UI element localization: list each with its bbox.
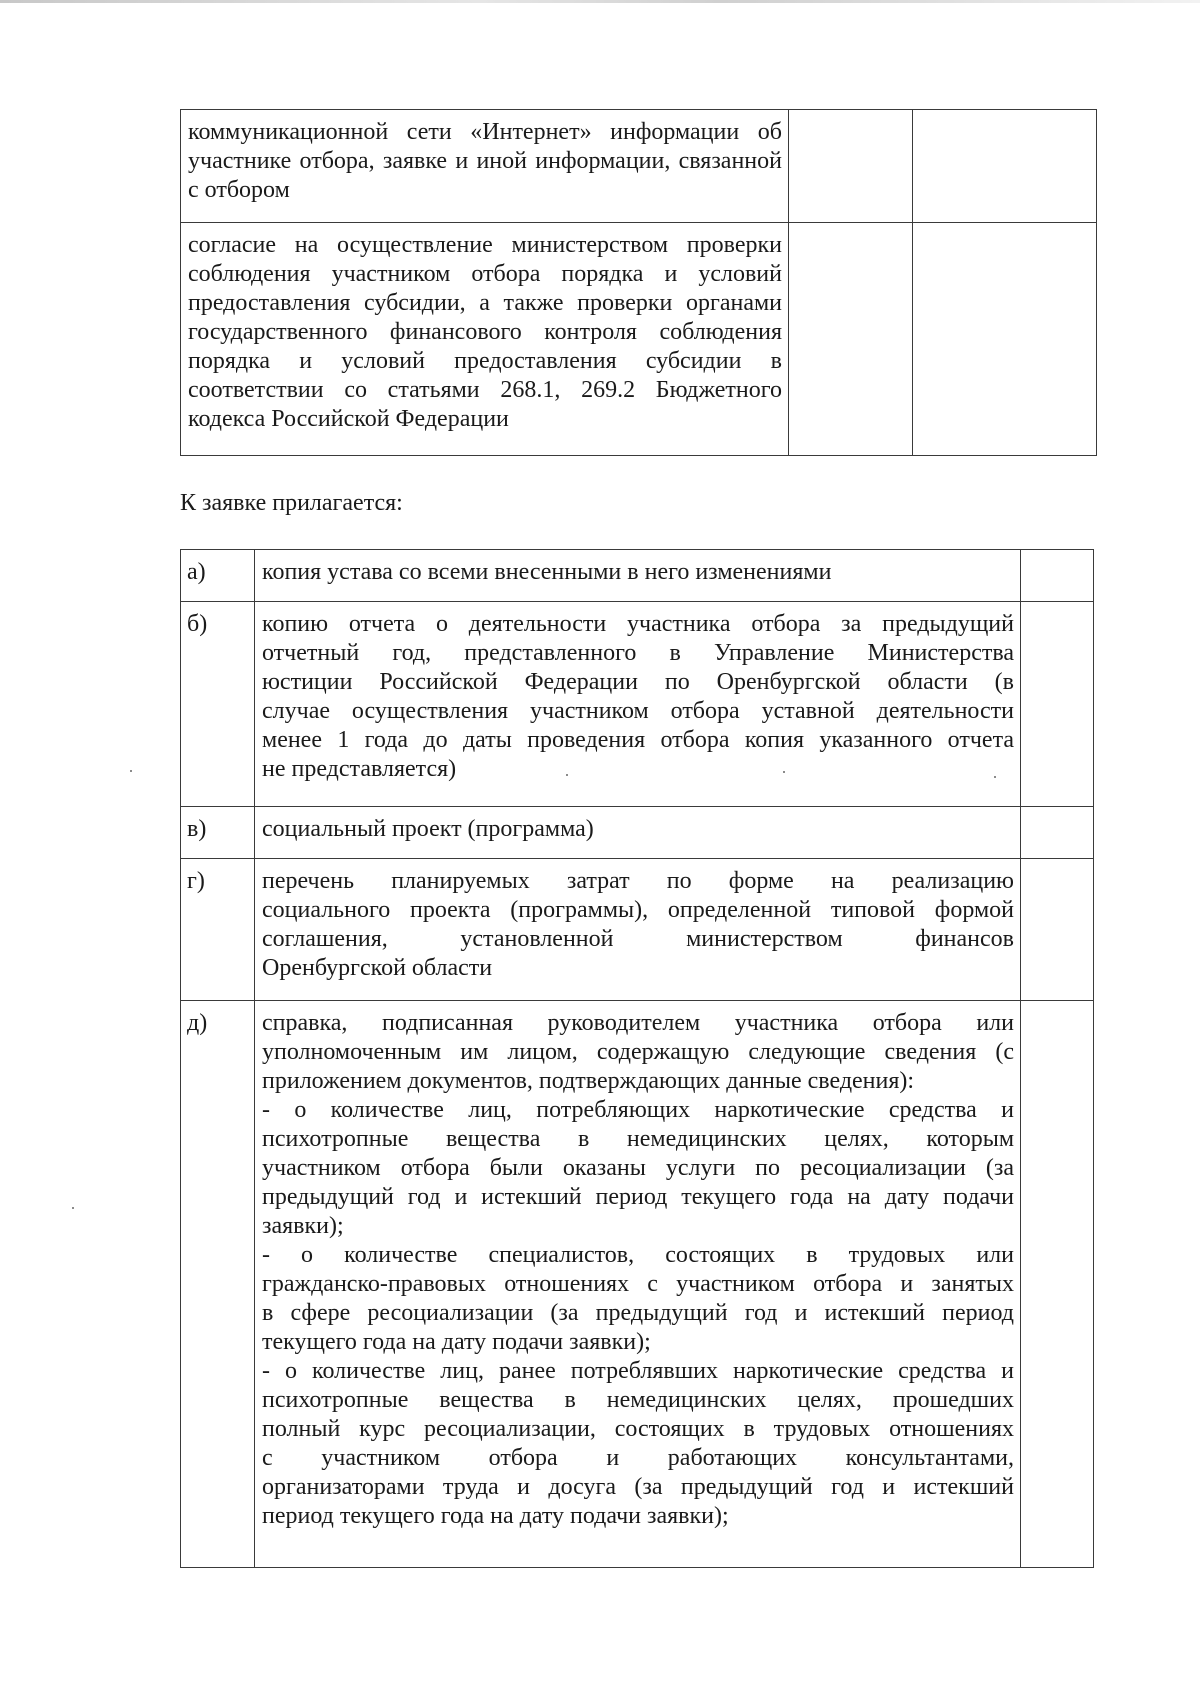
text-line: соглашения, установленной министерством финансов: [262, 926, 1014, 952]
text-line: предоставления субсидии, а также проверки органами: [188, 290, 782, 316]
mark-cell[interactable]: [1021, 807, 1094, 859]
consent-table: [180, 109, 1097, 456]
text-line: уполномоченным им лицом, содержащую следующие сведения (с: [262, 1039, 1014, 1065]
text-line: участнике отбора, заявке и иной информации, связанной: [188, 148, 782, 174]
text-line: в сфере ресоциализации (за предыдущий год и истекший период: [262, 1300, 1014, 1326]
scan-speck: [72, 1207, 74, 1209]
mark-cell[interactable]: [1021, 550, 1094, 602]
attachment-row: [181, 550, 1094, 602]
text-line: текущего года на дату подачи заявки);: [262, 1329, 651, 1355]
text-line: Оренбургской области: [262, 955, 493, 981]
mark-cell[interactable]: [789, 223, 913, 456]
item-letter: б): [181, 602, 255, 807]
item-letter: д): [181, 1001, 255, 1568]
text-line: социального проекта (программы), определенной типовой формой: [262, 897, 1014, 923]
mark-cell[interactable]: [1021, 1001, 1094, 1568]
text-line: приложением документов, подтверждающих данные сведения):: [262, 1068, 915, 1094]
attachment-row: [181, 807, 1094, 859]
text-line: соответствии со статьями 268.1, 269.2 Бюджетного: [188, 377, 782, 403]
consent-text: [181, 110, 789, 223]
attachments-label: К заявке прилагается:: [180, 490, 403, 516]
attachment-row: [181, 602, 1094, 807]
text-line: согласие на осуществление министерством проверки: [188, 232, 782, 258]
text-line: случае осуществления участником отбора уставной деятельности: [262, 698, 1014, 724]
text-line: социальный проект (программа): [262, 816, 594, 842]
text-line: с отбором: [188, 177, 290, 203]
mark-cell[interactable]: [1021, 602, 1094, 807]
text-line: копию отчета о деятельности участника отбора за предыдущий: [262, 611, 1014, 637]
mark-cell[interactable]: [1021, 859, 1094, 1001]
mark-cell[interactable]: [789, 110, 913, 223]
text-line: психотропные вещества в немедицинских целях, прошедших: [262, 1387, 1014, 1413]
note-cell[interactable]: [913, 110, 1097, 223]
text-line: копия устава со всеми внесенными в него изменениями: [262, 559, 832, 585]
text-line: гражданско-правовых отношениях с участником отбора и занятых: [262, 1271, 1014, 1297]
text-line: организаторами труда и досуга (за предыдущий год и истекший: [262, 1474, 1014, 1500]
text-line: соблюдения участником отбора порядка и условий: [188, 261, 782, 287]
item-text: [255, 807, 1021, 859]
text-line: кодекса Российской Федерации: [188, 406, 509, 432]
consent-text: [181, 223, 789, 456]
text-line: коммуникационной сети «Интернет» информации об: [188, 119, 782, 145]
text-line: с участником отбора и работающих консультантами,: [262, 1445, 1014, 1471]
attachment-row: [181, 859, 1094, 1001]
text-line: - о количестве специалистов, состоящих в трудовых или: [262, 1242, 1014, 1268]
text-line: отчетный год, представленного в Управление Министерства: [262, 640, 1014, 666]
attachments-table: [180, 549, 1094, 1568]
text-line: не представляется): [262, 756, 457, 782]
consent-row: [181, 110, 1097, 223]
item-text: [255, 859, 1021, 1001]
note-cell[interactable]: [913, 223, 1097, 456]
text-line: - о количестве лиц, потребляющих наркотические средства и: [262, 1097, 1014, 1123]
attachment-row: [181, 1001, 1094, 1568]
text-line: - о количестве лиц, ранее потреблявших наркотические средства и: [262, 1358, 1014, 1384]
text-line: психотропные вещества в немедицинских целях, которым: [262, 1126, 1014, 1152]
consent-row: [181, 223, 1097, 456]
text-line: перечень планируемых затрат по форме на реализацию: [262, 868, 1014, 894]
item-text: [255, 602, 1021, 807]
text-line: менее 1 года до даты проведения отбора копия указанного отчета: [262, 727, 1014, 753]
scan-speck: [130, 770, 132, 772]
text-line: справка, подписанная руководителем участника отбора или: [262, 1010, 1014, 1036]
item-text: [255, 550, 1021, 602]
text-line: порядка и условий предоставления субсидии в: [188, 348, 782, 374]
item-letter: г): [181, 859, 255, 1001]
item-letter: а): [181, 550, 255, 602]
text-line: полный курс ресоциализации, состоящих в трудовых отношениях: [262, 1416, 1014, 1442]
scan-edge: [0, 0, 1200, 3]
item-text: [255, 1001, 1021, 1568]
text-line: период текущего года на дату подачи заявки);: [262, 1503, 729, 1529]
text-line: юстиции Российской Федерации по Оренбургской области (в: [262, 669, 1014, 695]
text-line: государственного финансового контроля соблюдения: [188, 319, 782, 345]
text-line: предыдущий год и истекший период текущего года на дату подачи: [262, 1184, 1014, 1210]
item-letter: в): [181, 807, 255, 859]
text-line: участником отбора были оказаны услуги по ресоциализации (за: [262, 1155, 1014, 1181]
text-line: заявки);: [262, 1213, 344, 1239]
